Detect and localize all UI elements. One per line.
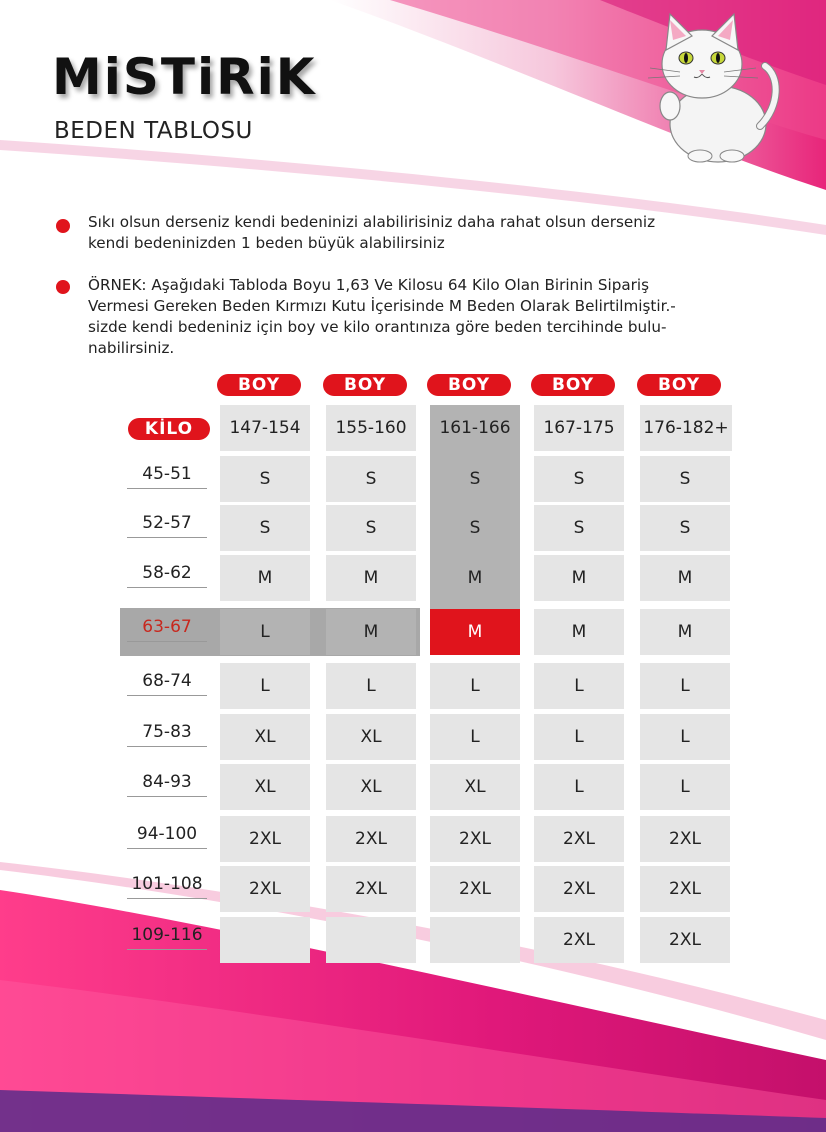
size-cell: M: [430, 609, 520, 655]
size-cell: 2XL: [326, 866, 416, 912]
size-cell: L: [220, 609, 310, 655]
boy-label-pill: BOY: [531, 374, 615, 396]
weight-label: 63-67: [142, 617, 192, 637]
size-cell: S: [640, 456, 730, 502]
bullet-dot-2: [56, 280, 70, 294]
size-cell: M: [326, 555, 416, 601]
size-cell: XL: [326, 764, 416, 810]
size-cell: S: [640, 505, 730, 551]
weight-label: 84-93: [142, 772, 192, 792]
weight-underline: [127, 848, 207, 849]
size-cell: 2XL: [534, 816, 624, 862]
kilo-label-pill: KİLO: [128, 418, 210, 440]
size-cell: 2XL: [534, 917, 624, 963]
size-cell: 2XL: [640, 917, 730, 963]
size-cell: M: [534, 555, 624, 601]
weight-label: 68-74: [142, 671, 192, 691]
height-header: 147-154: [220, 405, 310, 451]
size-cell: S: [326, 456, 416, 502]
size-cell: 2XL: [430, 866, 520, 912]
size-cell: L: [430, 714, 520, 760]
size-cell: L: [534, 663, 624, 709]
size-cell: XL: [430, 764, 520, 810]
weight-underline: [127, 746, 207, 747]
size-cell: S: [430, 505, 520, 551]
note-2: [88, 275, 758, 359]
size-cell: 2XL: [220, 866, 310, 912]
size-cell: S: [534, 505, 624, 551]
height-header: 176-182+: [640, 405, 732, 451]
boy-label-pill: BOY: [427, 374, 511, 396]
note-1-line: kendi bedeninizden 1 beden büyük alabilirsiniz: [88, 234, 445, 252]
size-cell: M: [534, 609, 624, 655]
height-header: 155-160: [326, 405, 416, 451]
size-cell: M: [220, 555, 310, 601]
weight-label: 75-83: [142, 722, 192, 742]
weight-label: 52-57: [142, 513, 192, 533]
size-cell: S: [220, 505, 310, 551]
size-cell: L: [640, 714, 730, 760]
size-cell: S: [326, 505, 416, 551]
weight-underline: [127, 641, 207, 642]
size-cell: L: [220, 663, 310, 709]
note-2-line: nabilirsiniz.: [88, 339, 175, 357]
weight-underline: [127, 587, 207, 588]
weight-label: 94-100: [136, 824, 198, 844]
size-cell: L: [326, 663, 416, 709]
weight-label: 45-51: [142, 464, 192, 484]
size-cell: S: [430, 456, 520, 502]
size-cell: XL: [326, 714, 416, 760]
size-cell: 2XL: [534, 866, 624, 912]
page-subtitle: BEDEN TABLOSU: [54, 118, 253, 144]
size-cell: M: [640, 555, 730, 601]
size-cell: [326, 917, 416, 963]
note-1-line: Sıkı olsun derseniz kendi bedeninizi alabilirisiniz daha rahat olsun derseniz: [88, 213, 656, 231]
size-cell: 2XL: [430, 816, 520, 862]
size-cell: 2XL: [326, 816, 416, 862]
size-cell: M: [640, 609, 730, 655]
size-cell: S: [534, 456, 624, 502]
size-cell: L: [640, 663, 730, 709]
size-cell: M: [430, 555, 520, 601]
boy-label-pill: BOY: [637, 374, 721, 396]
weight-underline: [127, 898, 207, 899]
bullet-dot-1: [56, 219, 70, 233]
note-2-line: Vermesi Gereken Beden Kırmızı Kutu İçerisinde M Beden Olarak Belirtilmiştir.-: [88, 297, 676, 315]
size-cell: L: [534, 714, 624, 760]
weight-underline: [127, 537, 207, 538]
note-1: [88, 212, 758, 254]
boy-label-pill: BOY: [323, 374, 407, 396]
size-cell: 2XL: [220, 816, 310, 862]
size-cell: XL: [220, 714, 310, 760]
brand-logo: MiSTiRiK: [52, 48, 317, 106]
weight-underline: [127, 695, 207, 696]
note-2-line: sizde kendi bedeniniz için boy ve kilo orantınıza göre beden tercihinde bulu-: [88, 318, 667, 336]
size-cell: L: [534, 764, 624, 810]
size-cell: S: [220, 456, 310, 502]
size-cell: [430, 917, 520, 963]
weight-label: 58-62: [142, 563, 192, 583]
size-cell: 2XL: [640, 816, 730, 862]
height-header: 161-166: [430, 405, 520, 451]
weight-underline: [127, 796, 207, 797]
size-cell: M: [326, 609, 416, 655]
weight-label: 109-116: [131, 925, 203, 945]
height-header: 167-175: [534, 405, 624, 451]
weight-label: 101-108: [131, 874, 203, 894]
weight-underline: [127, 949, 207, 950]
size-cell: L: [640, 764, 730, 810]
white-cat-icon: [640, 6, 780, 166]
boy-label-pill: BOY: [217, 374, 301, 396]
size-cell: L: [430, 663, 520, 709]
size-cell: XL: [220, 764, 310, 810]
size-cell: 2XL: [640, 866, 730, 912]
weight-underline: [127, 488, 207, 489]
size-cell: [220, 917, 310, 963]
note-2-line: ÖRNEK: Aşağıdaki Tabloda Boyu 1,63 Ve Kilosu 64 Kilo Olan Birinin Sipariş: [88, 276, 650, 294]
